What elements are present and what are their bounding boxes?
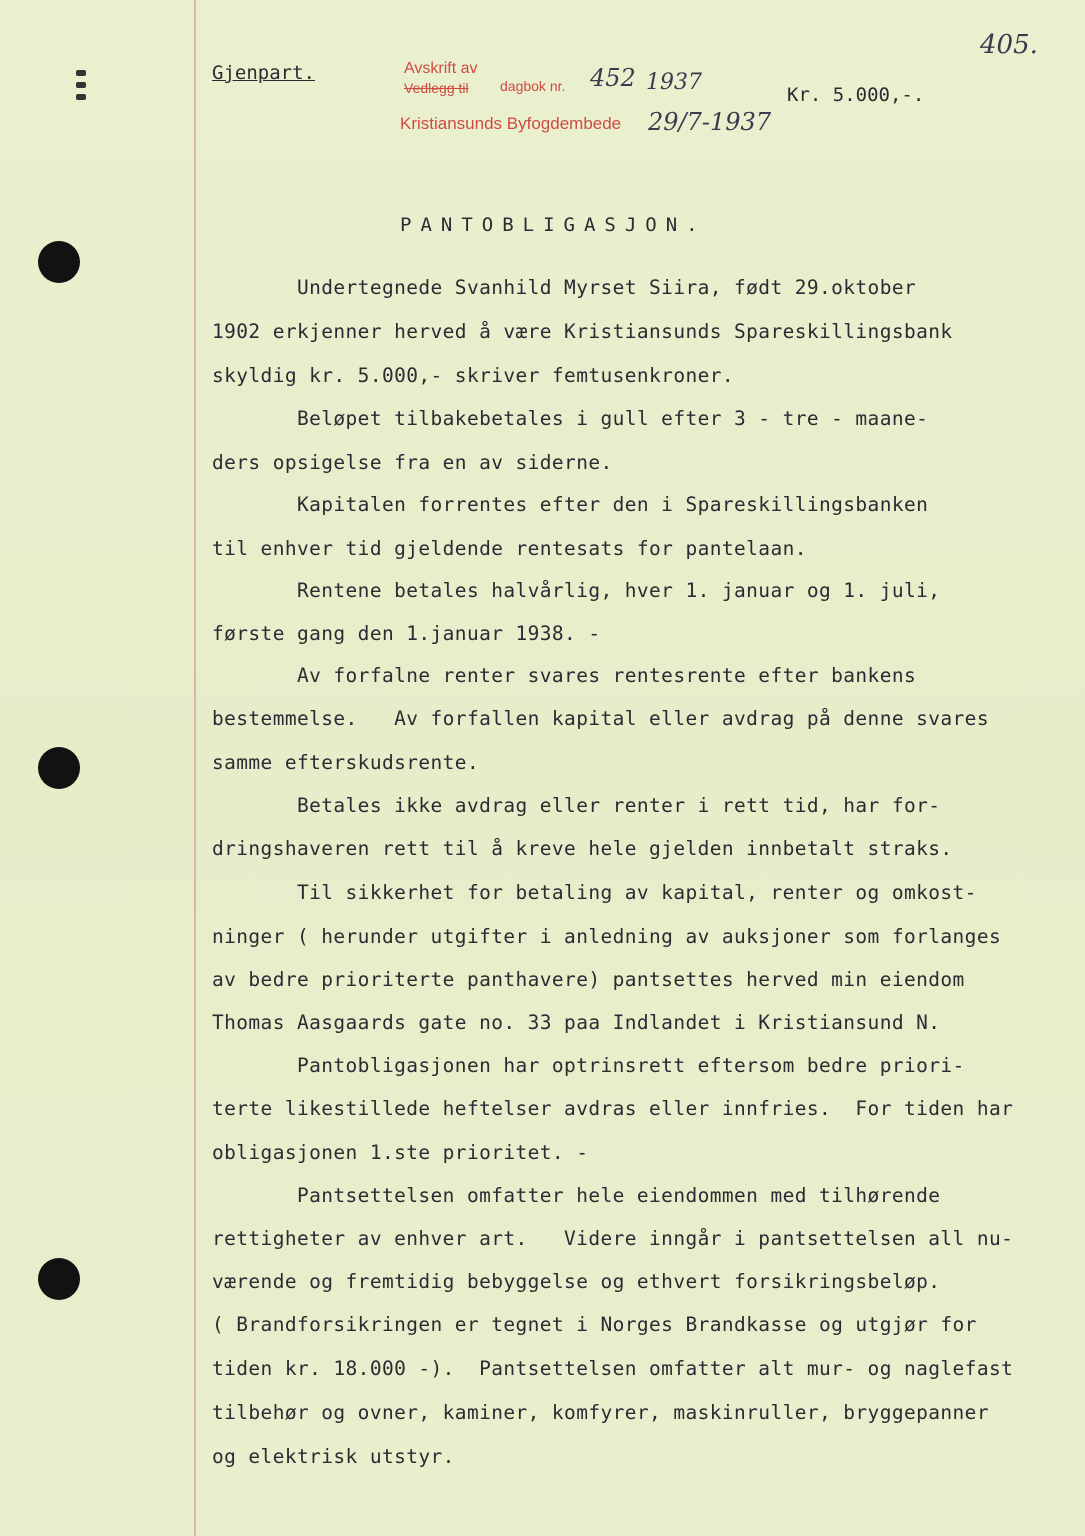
page-number: 405. [980, 30, 1038, 60]
stamp-date: 29/7-1937 [648, 108, 772, 136]
body-line: Av forfalne renter svares rentesrente efter bankens [212, 664, 917, 687]
body-line: Beløpet tilbakebetales i gull efter 3 - tre - maane- [212, 407, 929, 430]
body-line: av bedre prioriterte panthavere) pantsettes herved min eiendom [212, 968, 965, 991]
body-line: dringshaveren rett til å kreve hele gjelden innbetalt straks. [212, 837, 953, 860]
body-line: 1902 erkjenner herved å være Kristiansunds Spareskillingsbank [212, 320, 953, 343]
body-line: Undertegnede Svanhild Myrset Siira, født 29.oktober [212, 276, 917, 299]
body-line: Til sikkerhet for betaling av kapital, renter og omkost- [212, 881, 977, 904]
body-line: Pantsettelsen omfatter hele eiendommen med tilhørende [212, 1184, 941, 1207]
body-line: og elektrisk utstyr. [212, 1445, 455, 1468]
body-line: Thomas Aasgaards gate no. 33 paa Indlandet i Kristiansund N. [212, 1011, 941, 1034]
amount: Kr. 5.000,-. [787, 84, 925, 106]
copy-label: Gjenpart. [212, 62, 315, 84]
body-line: ( Brandforsikringen er tegnet i Norges Brandkasse og utgjør for [212, 1313, 977, 1336]
stamp-year: 1937 [646, 70, 702, 95]
margin-line [194, 0, 196, 1536]
stamp-office: Kristiansunds Byfogdembede [400, 114, 622, 133]
document-title: PANTOBLIGASJON. [400, 214, 707, 236]
stamp-line1: Avskrift av [404, 60, 478, 77]
body-line: tiden kr. 18.000 -). Pantsettelsen omfatter alt mur- og naglefast [212, 1357, 1014, 1380]
stamp-dagbok: dagbok nr. [500, 78, 566, 94]
body-line: tilbehør og ovner, kaminer, komfyrer, maskinruller, bryggepanner [212, 1401, 989, 1424]
body-line: til enhver tid gjeldende rentesats for pantelaan. [212, 537, 807, 560]
body-line: terte likestillede heftelser avdras eller innfries. For tiden har [212, 1097, 1014, 1120]
body-line: samme efterskudsrente. [212, 751, 480, 774]
body-line: Rentene betales halvårlig, hver 1. januar og 1. juli, [212, 579, 941, 602]
body-line: skyldig kr. 5.000,- skriver femtusenkroner. [212, 364, 735, 387]
journal-number: 452 [590, 64, 636, 92]
body-line: obligasjonen 1.ste prioritet. - [212, 1141, 589, 1164]
body-line: bestemmelse. Av forfallen kapital eller avdrag på denne svares [212, 707, 989, 730]
body-line: Kapitalen forrentes efter den i Spareskillingsbanken [212, 493, 929, 516]
punch-hole [38, 241, 80, 283]
body-line: rettigheter av enhver art. Videre inngår i pantsettelsen all nu- [212, 1227, 1014, 1250]
margin-marks [76, 64, 92, 124]
punch-hole [38, 747, 80, 789]
stamp-struck: Vedlegg til [404, 80, 469, 96]
body-line: ninger ( herunder utgifter i anledning av auksjoner som forlanges [212, 925, 1002, 948]
body-line: første gang den 1.januar 1938. - [212, 622, 601, 645]
body-line: værende og fremtidig bebyggelse og ethvert forsikringsbeløp. [212, 1270, 941, 1293]
body-line: Pantobligasjonen har optrinsrett eftersom bedre priori- [212, 1054, 965, 1077]
punch-hole [38, 1258, 80, 1300]
body-line: Betales ikke avdrag eller renter i rett tid, har for- [212, 794, 941, 817]
body-line: ders opsigelse fra en av siderne. [212, 451, 613, 474]
